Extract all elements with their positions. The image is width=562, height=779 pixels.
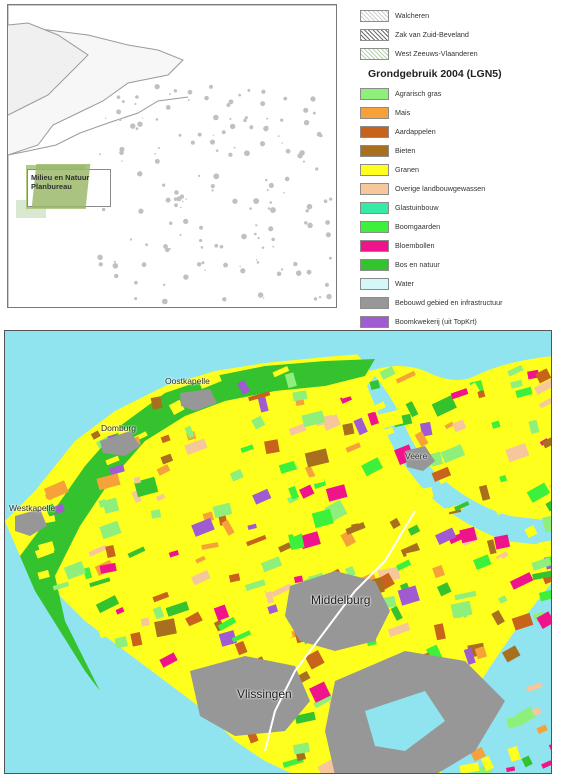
legend-region-walcheren bbox=[360, 6, 560, 25]
legend-swatch bbox=[360, 10, 389, 22]
legend-label: Walcheren bbox=[395, 11, 430, 20]
urban-speck bbox=[230, 124, 235, 129]
legend-swatch bbox=[360, 107, 389, 119]
urban-speck bbox=[303, 161, 305, 163]
urban-speck bbox=[154, 84, 159, 89]
urban-speck bbox=[188, 99, 190, 101]
main-map bbox=[4, 330, 552, 774]
urban-speck bbox=[319, 296, 321, 298]
legend-label: Mais bbox=[395, 108, 411, 117]
legend-label: Aardappelen bbox=[395, 127, 436, 136]
legend-item bbox=[360, 84, 560, 103]
urban-speck bbox=[239, 266, 240, 267]
place-domburg: Domburg bbox=[101, 423, 136, 433]
urban-speck bbox=[211, 189, 213, 191]
urban-speck bbox=[183, 219, 188, 224]
urban-speck bbox=[268, 207, 270, 209]
urban-speck bbox=[114, 261, 116, 263]
urban-speck bbox=[281, 142, 282, 143]
urban-speck bbox=[257, 237, 259, 239]
urban-speck bbox=[174, 89, 177, 92]
urban-speck bbox=[261, 90, 265, 94]
legend-item bbox=[360, 312, 560, 331]
urban-speck bbox=[162, 183, 165, 186]
legend-label: Bebouwd gebied en infrastructuur bbox=[395, 298, 503, 307]
urban-speck bbox=[269, 183, 274, 188]
urban-speck bbox=[162, 299, 168, 305]
urban-speck bbox=[296, 270, 302, 276]
legend-item bbox=[360, 122, 560, 141]
mnp-logo-line1: Milieu en Natuur bbox=[31, 173, 90, 182]
legend-item bbox=[360, 293, 560, 312]
urban-speck bbox=[165, 248, 170, 253]
place-veere: Veere bbox=[405, 451, 428, 461]
urban-speck bbox=[220, 245, 224, 249]
urban-speck bbox=[313, 112, 316, 115]
urban-speck bbox=[293, 262, 297, 266]
urban-speck bbox=[134, 297, 137, 300]
urban-speck bbox=[163, 284, 165, 286]
mnp-logo-line2: Planbureau bbox=[31, 182, 72, 191]
urban-speck bbox=[249, 207, 252, 210]
urban-speck bbox=[222, 297, 226, 301]
urban-speck bbox=[145, 243, 148, 246]
urban-speck bbox=[272, 246, 274, 248]
legend-swatch bbox=[360, 202, 389, 214]
legend-item bbox=[360, 141, 560, 160]
place-westkapelle: Westkapelle bbox=[9, 503, 56, 513]
legend-label: Water bbox=[395, 279, 414, 288]
legend-label: Agrarisch gras bbox=[395, 89, 442, 98]
legend-swatch bbox=[360, 164, 389, 176]
urban-speck bbox=[257, 261, 260, 264]
legend-classes bbox=[360, 84, 560, 331]
urban-speck bbox=[244, 150, 250, 156]
legend-label: Bloembollen bbox=[395, 241, 435, 250]
urban-speck bbox=[130, 238, 132, 240]
urban-speck bbox=[267, 189, 269, 191]
urban-speck bbox=[119, 118, 122, 121]
legend-swatch bbox=[360, 29, 389, 41]
urban-speck bbox=[283, 192, 285, 194]
urban-speck bbox=[174, 203, 178, 207]
urban-speck bbox=[137, 171, 142, 176]
urban-speck bbox=[256, 259, 257, 260]
legend-swatch bbox=[360, 221, 389, 233]
legend-item bbox=[360, 255, 560, 274]
urban-speck bbox=[307, 223, 313, 229]
legend-label: Boomgaarden bbox=[395, 222, 441, 231]
urban-speck bbox=[268, 226, 273, 231]
urban-speck bbox=[324, 199, 328, 203]
urban-speck bbox=[285, 177, 290, 182]
legend-item bbox=[360, 236, 560, 255]
urban-speck bbox=[158, 147, 160, 149]
urban-speck bbox=[254, 233, 257, 236]
urban-speck bbox=[99, 153, 101, 155]
urban-speck bbox=[130, 123, 135, 128]
urban-speck bbox=[234, 147, 236, 149]
urban-speck bbox=[204, 270, 205, 271]
urban-speck bbox=[243, 119, 247, 123]
urban-speck bbox=[213, 115, 219, 121]
legend-item bbox=[360, 217, 560, 236]
urban-speck bbox=[329, 257, 332, 260]
urban-speck bbox=[121, 160, 122, 161]
urban-speck bbox=[228, 153, 232, 157]
urban-speck bbox=[97, 255, 102, 260]
urban-speck bbox=[329, 198, 332, 201]
urban-speck bbox=[253, 198, 259, 204]
urban-speck bbox=[223, 263, 228, 268]
urban-speck bbox=[136, 127, 139, 130]
urban-speck bbox=[240, 268, 245, 273]
urban-speck bbox=[199, 239, 202, 242]
place-vlissingen: Vlissingen bbox=[237, 687, 292, 701]
urban-speck bbox=[191, 141, 195, 145]
urban-speck bbox=[177, 196, 182, 201]
legend-swatch bbox=[360, 316, 389, 328]
urban-speck bbox=[241, 234, 247, 240]
mnp-logo bbox=[27, 169, 111, 207]
legend-label: West Zeeuws-Vlaanderen bbox=[395, 49, 478, 58]
urban-speck bbox=[122, 100, 125, 103]
urban-speck bbox=[271, 238, 275, 242]
urban-speck bbox=[185, 198, 187, 200]
urban-speck bbox=[138, 209, 143, 214]
urban-speck bbox=[210, 139, 215, 144]
urban-speck bbox=[249, 125, 253, 129]
urban-speck bbox=[266, 118, 268, 120]
urban-speck bbox=[260, 141, 265, 146]
urban-speck bbox=[307, 204, 313, 210]
legend-label: Glastuinbouw bbox=[395, 203, 439, 212]
legend-label: Overige landbouwgewassen bbox=[395, 184, 486, 193]
urban-speck bbox=[229, 118, 231, 120]
urban-speck bbox=[156, 118, 159, 121]
urban-speck bbox=[278, 135, 280, 137]
legend-label: Granen bbox=[395, 165, 419, 174]
urban-speck bbox=[119, 150, 124, 155]
urban-speck bbox=[198, 133, 202, 137]
legend-swatch bbox=[360, 240, 389, 252]
urban-speck bbox=[255, 224, 257, 226]
urban-speck bbox=[213, 173, 219, 179]
legend-label: Zak van Zuid-Beveland bbox=[395, 30, 469, 39]
legend-title: Grondgebruik 2004 (LGN5) bbox=[368, 68, 502, 80]
urban-speck bbox=[182, 201, 184, 203]
urban-speck bbox=[102, 208, 105, 211]
urban-speck bbox=[304, 221, 307, 224]
urban-speck bbox=[286, 149, 291, 154]
urban-speck bbox=[199, 226, 203, 230]
urban-speck bbox=[283, 97, 287, 101]
urban-speck bbox=[310, 96, 315, 101]
urban-speck bbox=[114, 274, 118, 278]
legend-swatch bbox=[360, 88, 389, 100]
urban-speck bbox=[204, 96, 209, 101]
urban-speck bbox=[277, 272, 282, 277]
urban-speck bbox=[238, 94, 241, 97]
field-parcel bbox=[342, 423, 354, 436]
urban-speck bbox=[116, 109, 121, 114]
urban-speck bbox=[197, 262, 201, 266]
urban-speck bbox=[198, 175, 200, 177]
urban-speck bbox=[258, 292, 264, 298]
urban-speck bbox=[247, 89, 250, 92]
urban-speck bbox=[317, 132, 322, 137]
urban-speck bbox=[211, 184, 215, 188]
urban-speck bbox=[326, 294, 331, 299]
legend-swatch bbox=[360, 259, 389, 271]
legend bbox=[360, 6, 560, 331]
urban-speck bbox=[179, 134, 182, 137]
urban-speck bbox=[305, 209, 308, 212]
field-parcel bbox=[264, 439, 280, 454]
legend-swatch bbox=[360, 145, 389, 157]
legend-swatch bbox=[360, 48, 389, 60]
urban-speck bbox=[166, 105, 171, 110]
urban-speck bbox=[169, 222, 172, 225]
urban-speck bbox=[213, 135, 214, 136]
main-map-svg bbox=[5, 331, 552, 774]
urban-speck bbox=[262, 247, 264, 249]
legend-swatch bbox=[360, 126, 389, 138]
overview-map bbox=[7, 4, 337, 308]
urban-speck bbox=[188, 90, 193, 95]
urban-speck bbox=[214, 244, 218, 248]
legend-item bbox=[360, 160, 560, 179]
urban-speck bbox=[222, 130, 226, 134]
urban-speck bbox=[315, 167, 318, 170]
legend-label: Bieten bbox=[395, 146, 416, 155]
field-parcel bbox=[141, 617, 150, 626]
urban-speck bbox=[183, 274, 188, 279]
urban-speck bbox=[99, 262, 103, 266]
place-oostkapelle: Oostkapelle bbox=[165, 376, 210, 386]
urban-speck bbox=[281, 268, 283, 270]
urban-speck bbox=[142, 117, 143, 118]
urban-speck bbox=[325, 220, 330, 225]
urban-speck bbox=[174, 190, 179, 195]
urban-speck bbox=[265, 179, 268, 182]
overview-coast bbox=[8, 23, 88, 115]
urban-speck bbox=[180, 234, 182, 236]
urban-speck bbox=[297, 153, 302, 158]
urban-speck bbox=[304, 120, 309, 125]
urban-speck bbox=[180, 207, 182, 209]
urban-speck bbox=[209, 85, 213, 89]
legend-item bbox=[360, 179, 560, 198]
urban-speck bbox=[117, 95, 121, 99]
urban-speck bbox=[280, 118, 283, 121]
urban-speck bbox=[232, 199, 237, 204]
urban-speck bbox=[263, 297, 265, 299]
middelburg-urban bbox=[285, 571, 390, 651]
place-middelburg: Middelburg bbox=[311, 593, 371, 607]
urban-speck bbox=[134, 103, 136, 105]
urban-speck bbox=[307, 270, 312, 275]
legend-region-zak-van-zuid-beveland bbox=[360, 25, 560, 44]
legend-item bbox=[360, 103, 560, 122]
urban-speck bbox=[216, 149, 219, 152]
urban-speck bbox=[134, 281, 138, 285]
legend-item bbox=[360, 198, 560, 217]
urban-speck bbox=[269, 201, 272, 204]
legend-item bbox=[360, 274, 560, 293]
urban-speck bbox=[166, 198, 171, 203]
urban-speck bbox=[135, 95, 138, 98]
urban-speck bbox=[155, 159, 160, 164]
legend-swatch bbox=[360, 297, 389, 309]
legend-region-west-zeeuws-vlaanderen bbox=[360, 44, 560, 63]
urban-speck bbox=[169, 93, 171, 95]
urban-speck bbox=[303, 108, 308, 113]
overview-map-svg bbox=[8, 5, 337, 308]
urban-speck bbox=[326, 232, 331, 237]
urban-speck bbox=[105, 117, 106, 118]
urban-speck bbox=[270, 207, 276, 213]
urban-speck bbox=[263, 126, 268, 131]
legend-swatch bbox=[360, 278, 389, 290]
legend-label: Boomkwekerij (uit TopKrt) bbox=[395, 317, 477, 326]
urban-speck bbox=[154, 153, 156, 155]
urban-speck bbox=[314, 297, 317, 300]
urban-speck bbox=[201, 246, 204, 249]
urban-speck bbox=[229, 99, 234, 104]
legend-swatch bbox=[360, 183, 389, 195]
urban-speck bbox=[113, 263, 119, 269]
urban-speck bbox=[137, 122, 142, 127]
urban-speck bbox=[325, 283, 329, 287]
legend-label: Bos en natuur bbox=[395, 260, 440, 269]
urban-speck bbox=[142, 262, 147, 267]
urban-speck bbox=[260, 101, 265, 106]
urban-speck bbox=[201, 261, 204, 264]
